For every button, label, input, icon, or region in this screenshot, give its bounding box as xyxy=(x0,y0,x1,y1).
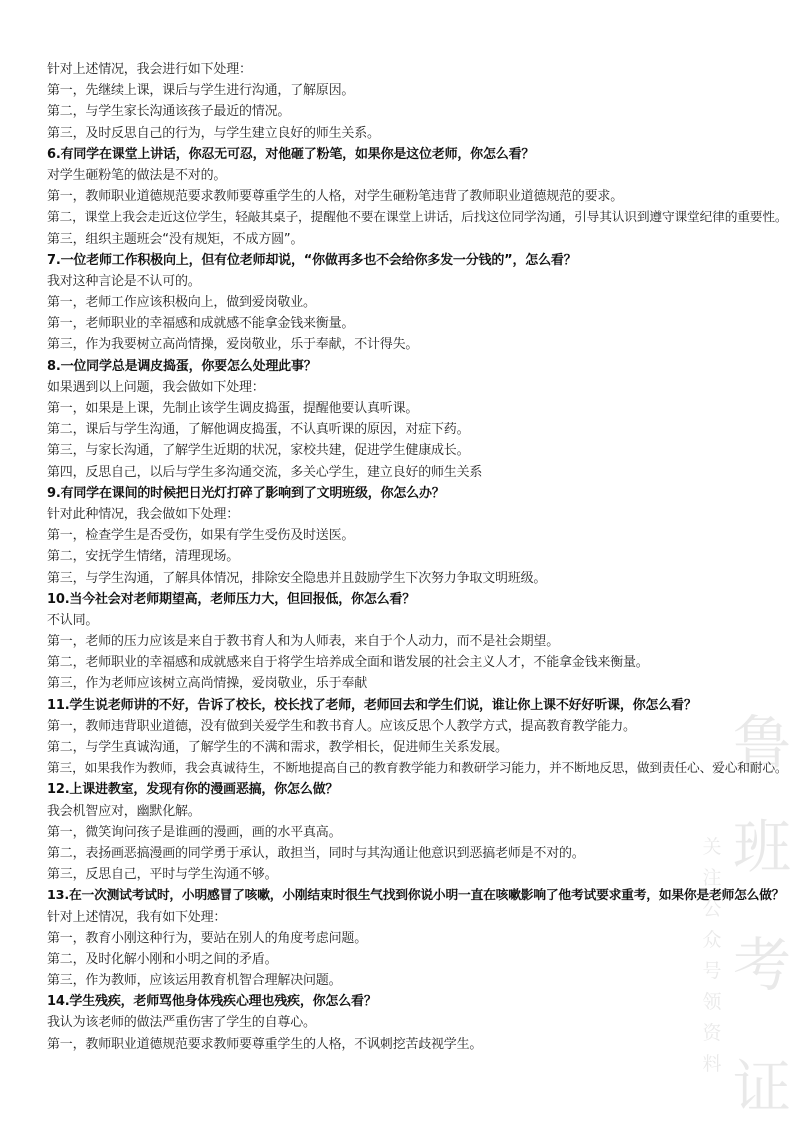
answer-line: 第二，及时化解小刚和小明之间的矛盾。 xyxy=(47,951,278,967)
answer-line: 对学生砸粉笔的做法是不对的。 xyxy=(47,167,227,183)
answer-line: 第一，微笑询问孩子是谁画的漫画，画的水平真高。 xyxy=(47,824,342,840)
answer-line: 我会机智应对，幽默化解。 xyxy=(47,803,201,819)
answer-line: 第一，教育小刚这种行为，要站在别人的角度考虑问题。 xyxy=(47,930,368,946)
answer-line: 第二，课后与学生沟通，了解他调皮捣蛋，不认真听课的原因，对症下药。 xyxy=(47,422,470,438)
document-body xyxy=(47,59,787,1055)
answer-line: 第一，老师的压力应该是来自于教书育人和为人师表，来自于个人动力，而不是社会期望。 xyxy=(47,634,560,650)
watermark-char: 公 xyxy=(702,898,722,920)
answer-line: 第二，老师职业的幸福感和成就感来自于将学生培养成全面和谐发展的社会主义人才，不能拿金钱来衡量。 xyxy=(47,655,649,671)
answer-line: 第一，如果是上课，先制止该学生调皮捣蛋，提醒他要认真听课。 xyxy=(47,401,419,416)
answer-line: 不认同。 xyxy=(47,612,99,628)
answer-line: 第三，及时反思自己的行为，与学生建立良好的师生关系。 xyxy=(47,125,380,141)
answer-line: 第三，反思自己，平时与学生沟通不够。 xyxy=(47,867,278,883)
watermark-char: 号 xyxy=(702,960,722,982)
answer-line: 第一，教师违背职业道德，没有做到关爱学生和教书育人。应该反思个人教学方式，提高教育教学能力。 xyxy=(47,718,636,734)
answer-line: 第一，老师职业的幸福感和成就感不能拿金钱来衡量。 xyxy=(47,316,355,332)
watermark-char: 注 xyxy=(702,867,722,889)
watermark-char: 鲁 xyxy=(732,709,791,777)
answer-line: 针对上述情况，我会进行如下处理： xyxy=(47,62,252,77)
answer-line: 第三，作为我要树立高尚情操，爱岗敬业，乐于奉献，不计得失。 xyxy=(47,337,419,353)
question-heading: 12.上课进教室，发现有你的漫画恶搞，你怎么做？ xyxy=(47,782,339,798)
question-heading: 10.当今社会对老师期望高，老师压力大，但回报低，你怎么看？ xyxy=(47,591,416,607)
answer-line: 第四，反思自己，以后与学生多沟通交流，多关心学生，建立良好的师生关系 xyxy=(47,464,483,480)
answer-line: 第二，表扬画恶搞漫画的同学勇于承认，敢担当，同时与其沟通让他意识到恶搞老师是不对的。 xyxy=(47,845,585,861)
watermark-char: 领 xyxy=(702,991,722,1013)
answer-line: 针对上述情况，我有如下处理： xyxy=(47,909,227,925)
question-heading: 14.学生残疾，老师骂他身体残疾心理也残疾，你怎么看？ xyxy=(47,994,377,1010)
answer-line: 第三，作为老师应该树立高尚情操，爱岗敬业，乐于奉献 xyxy=(47,676,368,692)
answer-line: 第二，课堂上我会走近这位学生，轻敲其桌子，提醒他不要在课堂上讲话，后找这位同学沟通，引导其认识到遵守课堂纪律的重要性。 xyxy=(47,210,788,226)
answer-line: 我对这种言论是不认可的。 xyxy=(47,273,201,289)
question-heading: 8.一位同学总是调皮捣蛋，你要怎么处理此事？ xyxy=(47,358,317,374)
answer-line: 针对此种情况，我会做如下处理： xyxy=(47,506,240,522)
question-heading: 13.在一次测试考试时，小明感冒了咳嗽，小刚结束时很生气找到你说小明一直在咳嗽影响了他考试要求重考，如果你是老师怎么做？ xyxy=(47,888,785,904)
answer-line: 第一，先继续上课，课后与学生进行沟通，了解原因。 xyxy=(47,83,355,99)
answer-line: 第三，组织主题班会“没有规矩，不成方圆”。 xyxy=(47,231,304,247)
answer-line: 第三，作为教师，应该运用教育机智合理解决问题。 xyxy=(47,973,342,989)
answer-line: 第三，如果我作为教师，我会真诚待生，不断地提高自己的教育教学能力和教研学习能力，并不断地反思，做到责任心、爱心和耐心。 xyxy=(47,761,788,777)
answer-line: 第二，安抚学生情绪，清理现场。 xyxy=(47,549,240,565)
answer-line: 我认为该老师的做法严重伤害了学生的自尊心。 xyxy=(47,1015,316,1031)
watermark-char: 关 xyxy=(702,836,722,858)
answer-line: 第一，老师工作应该积极向上，做到爱岗敬业。 xyxy=(47,295,316,311)
answer-line: 第二，与学生真诚沟通，了解学生的不满和需求，教学相长，促进师生关系发展。 xyxy=(47,740,508,755)
watermark-char: 料 xyxy=(702,1053,722,1075)
watermark-char: 众 xyxy=(702,929,722,951)
question-heading: 7.一位老师工作积极向上，但有位老师却说，“你做再多也不会给你多发一分钱的”，怎么看？ xyxy=(47,252,577,268)
question-heading: 9.有同学在课间的时候把日光灯打碎了影响到了文明班级，你怎么办？ xyxy=(47,485,445,501)
watermark-char: 证 xyxy=(732,1053,791,1121)
answer-line: 第一，检查学生是否受伤，如果有学生受伤及时送医。 xyxy=(47,528,355,544)
answer-line: 第三，与学生沟通，了解具体情况，排除安全隐患并且鼓励学生下次努力争取文明班级。 xyxy=(47,570,547,586)
answer-line: 第三，与家长沟通，了解学生近期的状况，家校共建，促进学生健康成长。 xyxy=(47,443,470,459)
question-heading: 11.学生说老师讲的不好，告诉了校长，校长找了老师，老师回去和学生们说，谁让你上课不好好听课，你怎么看？ xyxy=(47,697,697,713)
answer-line: 如果遇到以上问题，我会做如下处理： xyxy=(47,379,265,395)
watermark-char: 考 xyxy=(732,931,791,999)
answer-line: 第一，教师职业道德规范要求教师要尊重学生的人格，不讽刺挖苦歧视学生。 xyxy=(47,1036,483,1052)
watermark-char: 资 xyxy=(702,1022,722,1044)
watermark-char: 班 xyxy=(732,813,791,881)
answer-line: 第一，教师职业道德规范要求教师要尊重学生的人格，对学生砸粉笔违背了教师职业道德规范的要求。 xyxy=(47,189,624,205)
question-heading: 6.有同学在课堂上讲话，你忍无可忍，对他砸了粉笔，如果你是这位老师，你怎么看？ xyxy=(47,146,535,162)
answer-line: 第二，与学生家长沟通该孩子最近的情况。 xyxy=(47,104,291,120)
